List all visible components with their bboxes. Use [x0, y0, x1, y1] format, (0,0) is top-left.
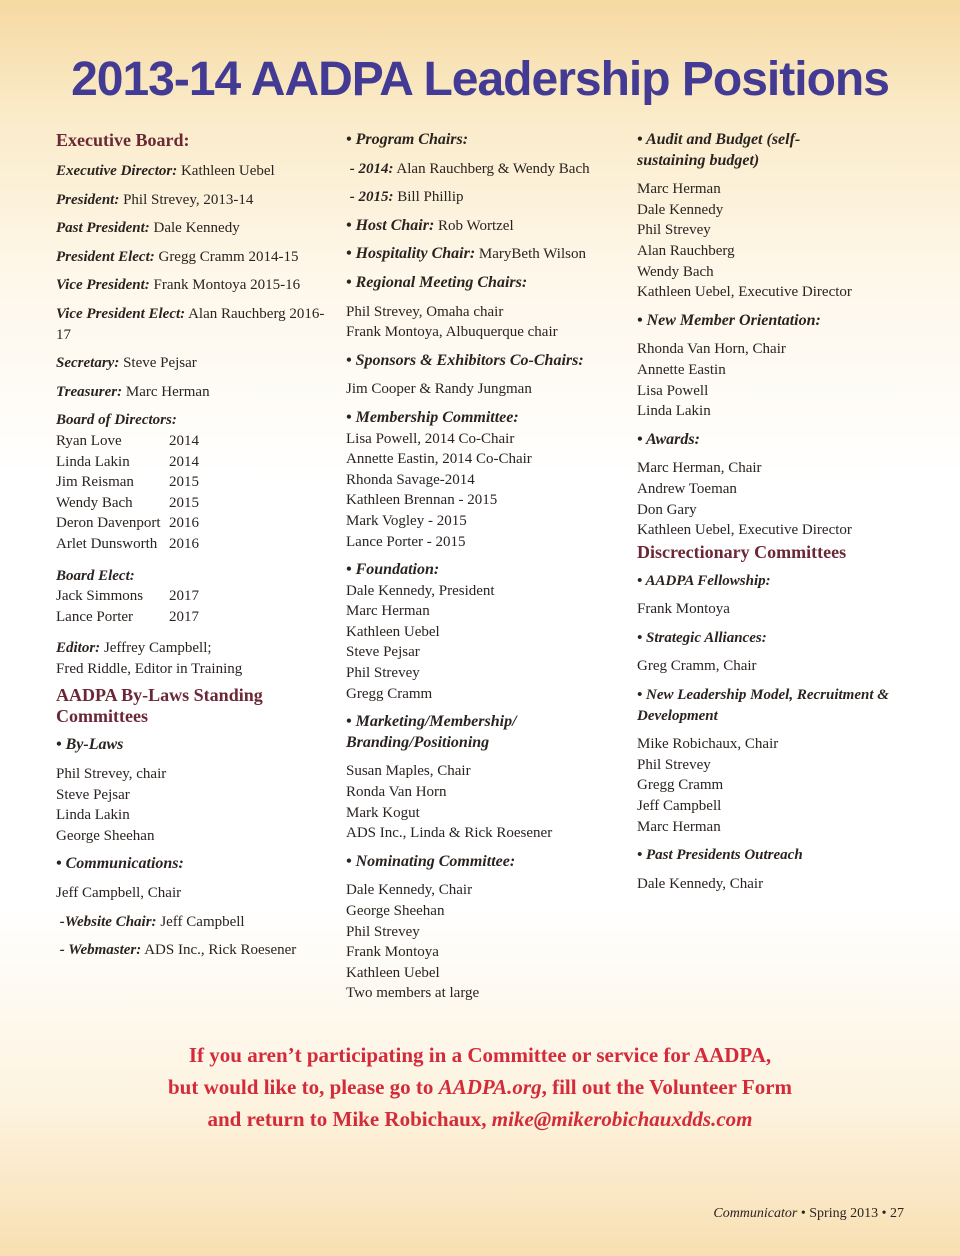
website-chair-line [56, 912, 326, 933]
list-item: Frank Montoya [637, 601, 730, 618]
officer-title: Vice President: [56, 277, 150, 294]
officer-row [56, 382, 326, 403]
foundation-members [346, 581, 626, 705]
webmaster-value: ADS Inc., Rick Roesener [141, 942, 297, 959]
orientation-heading: • New Member Orientation: [637, 311, 821, 329]
member-year: 2015 [169, 494, 199, 511]
list-item: Lisa Powell [637, 382, 709, 399]
officer-title: Treasurer: [56, 383, 123, 400]
officer-title: Vice President Elect: [56, 305, 186, 322]
callout-line-3-text: and return to Mike Robichaux, [207, 1107, 492, 1131]
program-2014-label: - 2014: [349, 160, 394, 177]
list-item: George Sheehan [56, 827, 155, 844]
member-name: Linda Lakin [56, 453, 130, 470]
officer-row [56, 218, 326, 239]
officer-list [56, 161, 326, 402]
alliances-heading: • Strategic Alliances: [637, 629, 767, 646]
page-title: 2013-14 AADPA Leadership Positions [71, 53, 889, 106]
list-item: Phil Strevey, Omaha chair [346, 303, 504, 320]
list-item: Frank Montoya, Albuquerque chair [346, 324, 558, 341]
list-item [56, 431, 326, 452]
list-item: Frank Montoya [346, 944, 439, 961]
list-item: Phil Strevey [637, 756, 711, 773]
member-year: 2014 [169, 453, 199, 470]
program-2014-line [346, 159, 626, 180]
bylaws-heading: • By-Laws [56, 736, 124, 754]
hospitality-chair-value: MaryBeth Wilson [475, 246, 586, 263]
sponsors-heading: • Sponsors & Exhibitors Co-Chairs: [346, 351, 584, 369]
list-item [56, 493, 326, 514]
member-year: 2015 [169, 474, 199, 491]
callout-line-3 [0, 1103, 960, 1135]
callout-line-2-text: but would like to, please go to [167, 1075, 439, 1099]
list-item: ADS Inc., Linda & Rick Roesener [346, 825, 553, 842]
fellowship-members [637, 599, 927, 620]
section-title-bylaws: AADPA By-Laws Standing Committees [56, 685, 263, 727]
list-item: Kathleen Uebel [346, 964, 440, 981]
program-2015-value: Bill Phillip [393, 189, 464, 206]
footer-issue-page: • Spring 2013 • 27 [797, 1206, 904, 1221]
officer-title: President Elect: [56, 248, 155, 265]
list-item: Jeff Campbell [637, 798, 722, 815]
editor-line-2: Fred Riddle, Editor in Training [56, 660, 243, 677]
editor-label: Editor: [56, 640, 101, 657]
aadpa-link[interactable]: AADPA.org [438, 1075, 542, 1099]
list-item: Don Gary [637, 501, 697, 518]
list-item: Jim Cooper & Randy Jungman [346, 381, 532, 398]
list-item: Marc Herman [637, 181, 721, 198]
list-item: Dale Kennedy [637, 201, 724, 218]
officer-title: Past President: [56, 220, 150, 237]
member-name: Jack Simmons [56, 588, 144, 605]
list-item: Mark Kogut [346, 804, 420, 821]
audit-budget-heading: • Audit and Budget (self-sustaining budget) [637, 131, 801, 169]
list-item: Marc Herman [346, 603, 430, 620]
list-item: Phil Strevey, chair [56, 766, 167, 783]
host-chair-value: Rob Wortzel [434, 217, 514, 234]
member-name: Lance Porter [56, 608, 134, 625]
list-item: Marc Herman, Chair [637, 460, 762, 477]
list-item [56, 586, 326, 607]
member-year: 2017 [169, 608, 199, 625]
list-item: Kathleen Brennan - 2015 [346, 492, 498, 509]
program-2015-label: - 2015: [349, 189, 394, 206]
audit-members [637, 179, 927, 303]
officer-name: Alan Rauchberg 2016-17 [56, 305, 325, 343]
list-item: Mark Vogley - 2015 [346, 512, 467, 529]
list-item: Annette Eastin [637, 361, 726, 378]
officer-title: Executive Director: [56, 163, 178, 179]
list-item: Dale Kennedy, President [346, 582, 495, 599]
list-item: Rhonda Savage-2014 [346, 471, 475, 488]
member-year: 2014 [169, 432, 199, 449]
program-2015-line [346, 187, 626, 208]
list-item: Dale Kennedy, Chair [637, 875, 764, 892]
section-title-discretionary: Discrectionary Committees [637, 541, 847, 562]
list-item: Steve Pejsar [56, 786, 130, 803]
program-2014-value: Alan Rauchberg & Wendy Bach [393, 160, 590, 177]
list-item: Kathleen Uebel, Executive Director [637, 284, 852, 301]
regional-meeting-heading: • Regional Meeting Chairs: [346, 273, 528, 291]
member-year: 2017 [169, 588, 199, 605]
communications-heading: • Communications: [56, 855, 184, 873]
editor-line [56, 638, 326, 659]
officer-name: Phil Strevey, 2013-14 [119, 191, 254, 208]
member-name: Ryan Love [56, 432, 122, 449]
volunteer-callout [0, 1039, 960, 1135]
officer-name: Frank Montoya 2015-16 [149, 277, 301, 294]
communications-chair: Jeff Campbell, Chair [56, 885, 182, 902]
marketing-members [346, 761, 626, 843]
member-name: Deron Davenport [56, 515, 161, 532]
officer-row [56, 275, 326, 296]
list-item: Annette Eastin, 2014 Co-Chair [346, 451, 532, 468]
member-year: 2016 [169, 515, 199, 532]
hospitality-chair-line [346, 244, 626, 265]
section-title-executive-board: Executive Board: [56, 130, 190, 150]
list-item [56, 607, 326, 628]
leadership-members [637, 734, 927, 837]
callout-line-2 [0, 1071, 960, 1103]
nominating-members [346, 880, 626, 1004]
bylaws-members [56, 764, 326, 846]
column-right [637, 130, 927, 894]
outreach-heading: • Past Presidents Outreach [637, 847, 803, 864]
directors-list [56, 431, 326, 555]
list-item: Lisa Powell, 2014 Co-Chair [346, 430, 515, 447]
editor-value: Jeffrey Campbell; [100, 640, 212, 657]
leadership-model-heading: • New Leadership Model, Recruitment & Development [637, 687, 889, 724]
board-of-directors-heading: Board of Directors: [56, 412, 177, 429]
member-year: 2016 [169, 535, 199, 552]
foundation-heading: • Foundation: [346, 561, 440, 579]
page-footer [713, 1206, 904, 1222]
list-item: Phil Strevey [346, 923, 420, 940]
officer-name: Dale Kennedy [149, 220, 240, 237]
officer-row [56, 353, 326, 374]
publication-name: Communicator [713, 1206, 798, 1221]
member-name: Wendy Bach [56, 494, 133, 511]
list-item: Steve Pejsar [346, 644, 420, 661]
email-link[interactable]: mike@mikerobichauxdds.com [491, 1107, 753, 1131]
list-item: Andrew Toeman [637, 480, 737, 497]
list-item: Ronda Van Horn [346, 784, 447, 801]
list-item: Linda Lakin [637, 403, 711, 420]
hospitality-chair-label: • Hospitality Chair: [346, 245, 476, 263]
list-item: George Sheehan [346, 903, 445, 919]
sponsors-members [346, 379, 626, 400]
list-item [56, 472, 326, 493]
list-item: Linda Lakin [56, 807, 130, 824]
list-item: Kathleen Uebel, Executive Director [637, 522, 852, 539]
list-item: Susan Maples, Chair [346, 763, 471, 780]
officer-row [56, 304, 326, 345]
host-chair-line [346, 216, 626, 237]
officer-title: Secretary: [56, 355, 120, 372]
list-item: Phil Strevey [637, 222, 711, 239]
column-left [56, 130, 326, 961]
nominating-heading: • Nominating Committee: [346, 852, 516, 870]
list-item [56, 513, 326, 534]
list-item: Rhonda Van Horn, Chair [637, 341, 786, 358]
website-chair-label: -Website Chair: [59, 913, 157, 930]
officer-row [56, 247, 326, 268]
officer-name: Kathleen Uebel [177, 163, 275, 179]
awards-members [637, 458, 927, 540]
membership-members [346, 429, 626, 553]
member-name: Jim Reisman [56, 474, 134, 491]
list-item: Alan Rauchberg [637, 242, 735, 259]
list-item: Kathleen Uebel [346, 623, 440, 640]
membership-heading: • Membership Committee: [346, 408, 519, 426]
program-chairs-heading: • Program Chairs: [346, 131, 469, 148]
board-elect-list [56, 586, 326, 627]
list-item: Phil Strevey [346, 665, 420, 682]
list-item: Mike Robichaux, Chair [637, 736, 779, 753]
callout-line-2-end: , fill out the Volunteer Form [541, 1075, 793, 1099]
board-elect-heading: Board Elect: [56, 567, 135, 584]
list-item: Lance Porter - 2015 [346, 533, 466, 550]
website-chair-value: Jeff Campbell [156, 913, 245, 930]
callout-line-1: If you aren’t participating in a Committee or service for AADPA, [188, 1043, 772, 1067]
list-item [56, 452, 326, 473]
fellowship-heading: • AADPA Fellowship: [637, 572, 771, 589]
list-item [56, 534, 326, 555]
marketing-heading: • Marketing/Membership/ Branding/Positioning [346, 713, 517, 751]
column-middle [346, 130, 626, 1004]
list-item: Marc Herman [637, 818, 721, 835]
officer-name: Marc Herman [122, 383, 210, 400]
webmaster-label: - Webmaster: [59, 942, 142, 959]
list-item: Greg Cramm, Chair [637, 658, 757, 675]
officer-row [56, 190, 326, 211]
list-item: Wendy Bach [637, 263, 714, 280]
host-chair-label: • Host Chair: [346, 216, 435, 234]
webmaster-line [56, 940, 326, 961]
outreach-members [637, 874, 927, 895]
officer-row [56, 161, 326, 182]
list-item: Dale Kennedy, Chair [346, 882, 473, 899]
list-item: Gregg Cramm [637, 777, 724, 794]
list-item: Gregg Cramm [346, 685, 433, 702]
officer-name: Gregg Cramm 2014-15 [154, 248, 299, 265]
alliances-members [637, 656, 927, 677]
awards-heading: • Awards: [637, 430, 700, 448]
orientation-members [637, 339, 927, 421]
member-name: Arlet Dunsworth [56, 535, 158, 552]
list-item: Two members at large [346, 985, 480, 1002]
officer-title: President: [56, 191, 120, 208]
officer-name: Steve Pejsar [119, 355, 197, 372]
regional-members [346, 302, 626, 343]
